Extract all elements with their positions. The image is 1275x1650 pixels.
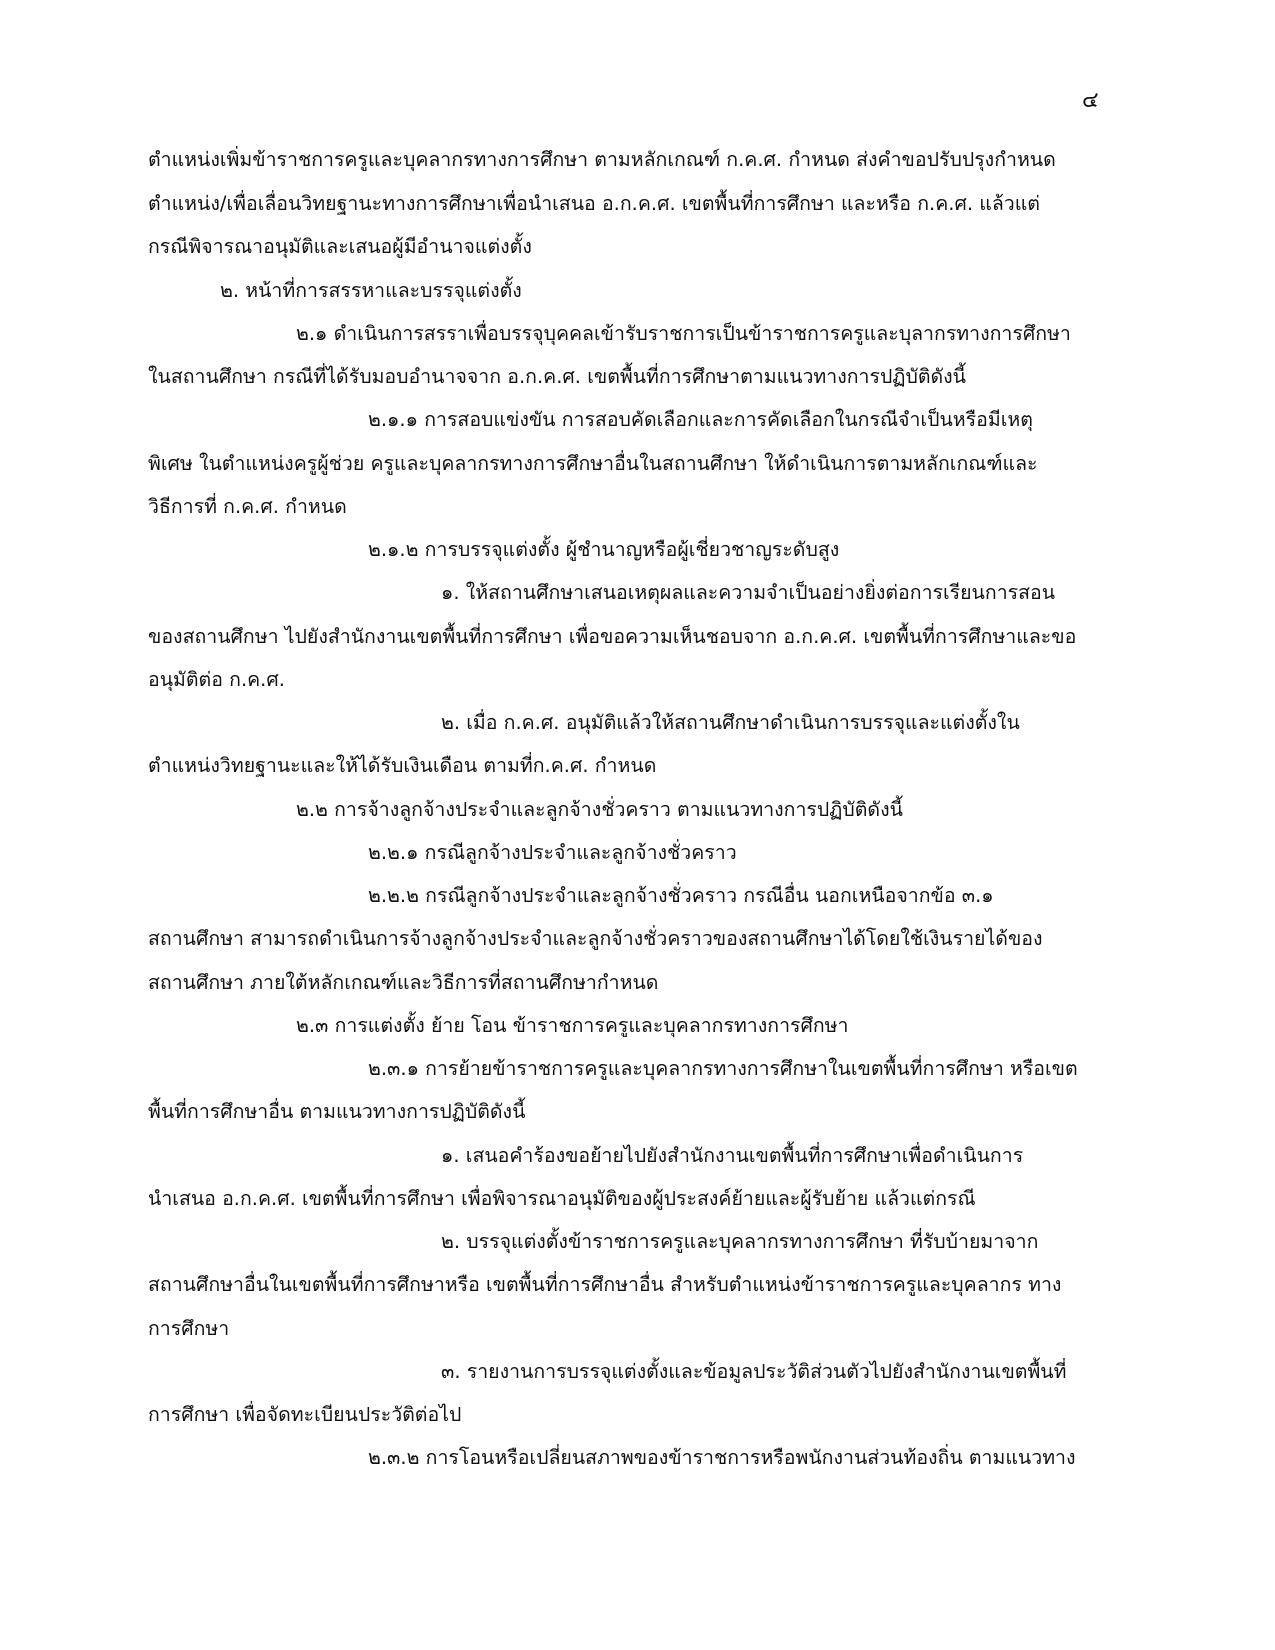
text-line: ตำแหน่งวิทยฐานะและให้ได้รับเงินเดือน ตามที่ก.ค.ศ. กำหนด bbox=[148, 754, 657, 777]
text-line: สถานศึกษาอื่นในเขตพื้นที่การศึกษาหรือ เขตพื้นที่การศึกษาอื่น สำหรับตำแหน่งข้าราชการครูและบุคลากร ทาง bbox=[148, 1273, 1062, 1296]
text-line: ตำแหน่ง/เพื่อเลื่อนวิทยฐานะทางการศึกษาเพื่อนำเสนอ อ.ก.ค.ศ. เขตพื้นที่การศึกษา และหรือ ก.ค.ศ. แล้วแต่ bbox=[148, 192, 1040, 215]
text-line: ๒.๓.๑ การย้ายข้าราชการครูและบุคลากรทางการศึกษาในเขตพื้นที่การศึกษา หรือเขต bbox=[368, 1057, 1078, 1080]
text-line: ๒.๑.๒ การบรรจุแต่งตั้ง ผู้ชำนาญหรือผู้เชี่ยวชาญระดับสูง bbox=[368, 538, 840, 561]
text-line: พิเศษ ในตำแหน่งครูผู้ช่วย ครูและบุคลากรทางการศึกษาอื่นในสถานศึกษา ให้ดำเนินการตามหลักเกณฑ์และ bbox=[148, 452, 1038, 475]
text-line: ๑. เสนอคำร้องขอย้ายไปยังสำนักงานเขตพื้นที่การศึกษาเพื่อดำเนินการ bbox=[441, 1144, 1024, 1167]
text-line: ๒.๒.๑ กรณีลูกจ้างประจำและลูกจ้างชั่วคราว bbox=[368, 841, 737, 864]
text-line: วิธีการที่ ก.ค.ศ. กำหนด bbox=[148, 495, 347, 518]
text-line: สถานศึกษา สามารถดำเนินการจ้างลูกจ้างประจำและลูกจ้างชั่วคราวของสถานศึกษาได้โดยใช้เงินรายได้ของ bbox=[148, 927, 1043, 950]
text-line: อนุมัติต่อ ก.ค.ศ. bbox=[148, 668, 285, 691]
text-line: สถานศึกษา ภายใต้หลักเกณฑ์และวิธีการที่สถานศึกษากำหนด bbox=[148, 971, 659, 994]
text-line: ๒.๒ การจ้างลูกจ้างประจำและลูกจ้างชั่วคราว ตามแนวทางการปฏิบัติดังนี้ bbox=[296, 798, 903, 821]
text-line: การศึกษา เพื่อจัดทะเบียนประวัติต่อไป bbox=[148, 1403, 462, 1426]
text-line: ๒.๒.๒ กรณีลูกจ้างประจำและลูกจ้างชั่วคราว กรณีอื่น นอกเหนือจากข้อ ๓.๑ bbox=[368, 884, 994, 907]
text-line: นำเสนอ อ.ก.ค.ศ. เขตพื้นที่การศึกษา เพื่อพิจารณาอนุมัติของผู้ประสงค์ย้ายและผู้รับย้าย แล้วแต่กรณี bbox=[148, 1187, 976, 1210]
text-line: ๓. รายงานการบรรจุแต่งตั้งและข้อมูลประวัติส่วนตัวไปยังสำนักงานเขตพื้นที่ bbox=[441, 1360, 1067, 1383]
text-line: ๒.๓ การแต่งตั้ง ย้าย โอน ข้าราชการครูและบุคลากรทางการศึกษา bbox=[296, 1014, 849, 1037]
text-line: ๒.๑.๑ การสอบแข่งขัน การสอบคัดเลือกและการคัดเลือกในกรณีจำเป็นหรือมีเหตุ bbox=[368, 408, 1033, 431]
text-line: ของสถานศึกษา ไปยังสำนักงานเขตพื้นที่การศึกษา เพื่อขอความเห็นชอบจาก อ.ก.ค.ศ. เขตพื้นที่การศึกษาและขอ bbox=[148, 625, 1077, 648]
text-line: ๒. บรรจุแต่งตั้งข้าราชการครูและบุคลากรทางการศึกษา ที่รับบ้ายมาจาก bbox=[441, 1230, 1039, 1253]
text-line: ๒.๓.๒ การโอนหรือเปลี่ยนสภาพของข้าราชการหรือพนักงานส่วนท้องถิ่น ตามแนวทาง bbox=[368, 1446, 1076, 1469]
text-line: ๒.๑ ดำเนินการสรราเพื่อบรรจุบุคคลเข้ารับราชการเป็นข้าราชการครูและบุลากรทางการศึกษา bbox=[296, 322, 1071, 345]
section-heading: ๒. หน้าที่การสรรหาและบรรจุแต่งตั้ง bbox=[220, 279, 522, 302]
text-line: พื้นที่การศึกษาอื่น ตามแนวทางการปฏิบัติดังนี้ bbox=[148, 1100, 526, 1123]
text-line: ตำแหน่งเพิ่มข้าราชการครูและบุคลากรทางการศึกษา ตามหลักเกณฑ์ ก.ค.ศ. กำหนด ส่งคำขอปรับปรุงกำหนด bbox=[148, 148, 1056, 171]
text-line: กรณีพิจารณาอนุมัติและเสนอผู้มีอำนาจแต่งตั้ง bbox=[148, 235, 532, 258]
text-line: ๑. ให้สถานศึกษาเสนอเหตุผลและความจำเป็นอย่างยิ่งต่อการเรียนการสอน bbox=[441, 581, 1056, 604]
text-line: ๒. เมื่อ ก.ค.ศ. อนุมัติแล้วให้สถานศึกษาดำเนินการบรรจุและแต่งตั้งใน bbox=[441, 711, 1020, 734]
text-line: การศึกษา bbox=[148, 1317, 230, 1340]
text-line: ในสถานศึกษา กรณีที่ได้รับมอบอำนาจจาก อ.ก.ค.ศ. เขตพื้นที่การศึกษาตามแนวทางการปฏิบัติดังนี้ bbox=[148, 365, 967, 388]
page-number: ๔ bbox=[1082, 88, 1099, 113]
